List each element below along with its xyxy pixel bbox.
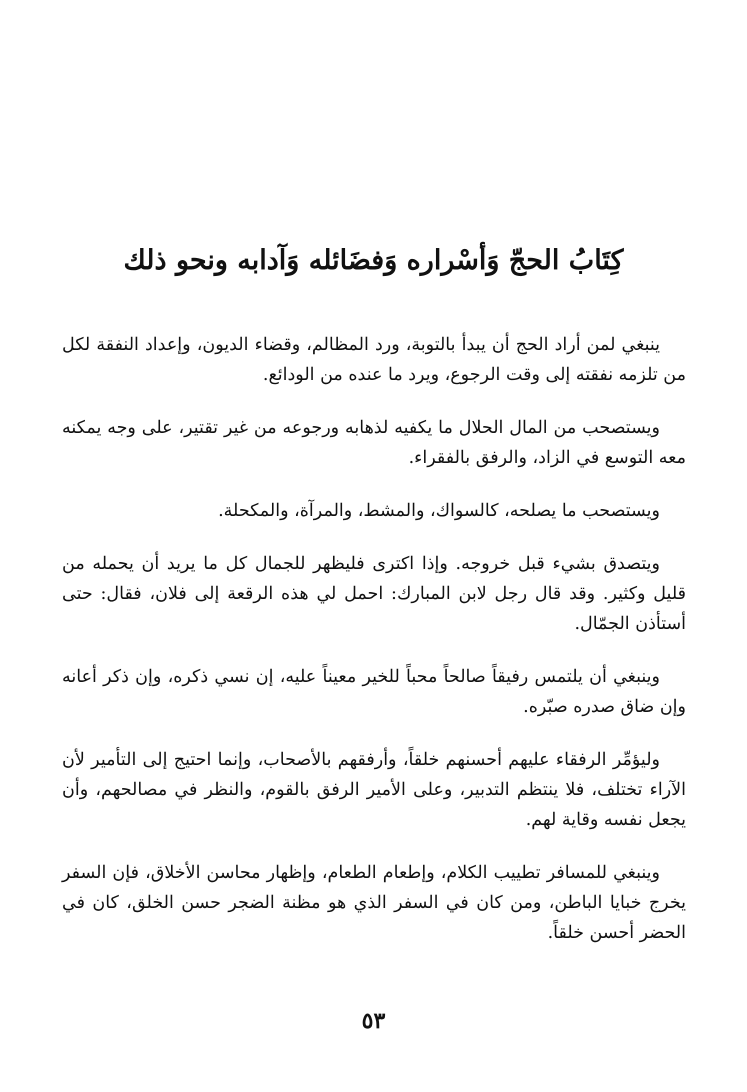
paragraph: وينبغي أن يلتمس رفيقاً صالحاً محباً للخير معيناً عليه، إن نسي ذكره، وإن ذكر أعانه وإن ضاق صدره صبّره. bbox=[62, 667, 686, 717]
paragraph: ويستصحب ما يصلحه، كالسواك، والمشط، والمرآة، والمكحلة. bbox=[218, 501, 660, 521]
paragraph: وليؤمِّر الرفقاء عليهم أحسنهم خلقاً، وأرفقهم بالأصحاب، وإنما احتيج إلى التأمير لأن الآراء تختلف، فلا ينتظم التدبير، وعلى الأمير الرفق بالقوم، والنظر في مصالحهم، وأن يجعل نفسه وقاية لهم. bbox=[62, 750, 686, 830]
paragraph: وينبغي للمسافر تطييب الكلام، وإطعام الطعام، وإظهار محاسن الأخلاق، فإن السفر يخرج خبايا الباطن، ومن كان في السفر الذي هو مظنة الضجر حسن الخلق، كان في الحضر أحسن خلقاً. bbox=[62, 863, 686, 943]
paragraph: ينبغي لمن أراد الحج أن يبدأ بالتوبة، ورد المظالم، وقضاء الديون، وإعداد النفقة لكل من تلزمه نفقته إلى وقت الرجوع، ويرد ما عنده من الودائع. bbox=[62, 335, 686, 385]
paragraph: ويتصدق بشيء قبل خروجه. وإذا اكترى فليظهر للجمال كل ما يريد أن يحمله من قليل وكثير. وقد قال رجل لابن المبارك: احمل لي هذه الرقعة إلى فلان، فقال: حتى أستأذن الجمّال. bbox=[62, 554, 686, 634]
paragraph: ويستصحب من المال الحلال ما يكفيه لذهابه ورجوعه من غير تقتير، على وجه يمكنه معه التوسع في الزاد، والرفق بالفقراء. bbox=[62, 418, 686, 468]
page-number: ٥٣ bbox=[361, 1008, 386, 1034]
body-text bbox=[62, 330, 686, 971]
chapter-title: كِتَابُ الحجّ وَأسْراره وَفضَائله وَآدابه ونحو ذلك bbox=[123, 245, 624, 277]
